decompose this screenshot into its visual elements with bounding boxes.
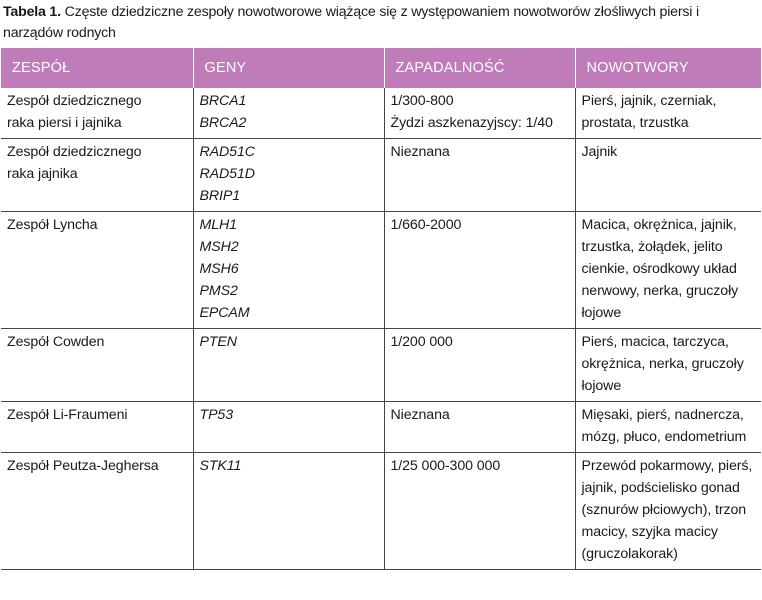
syndrome-cell: [1, 212, 193, 329]
cancers-line: trzustka, żołądek, jelito: [581, 239, 723, 255]
cancers-line: łojowe: [581, 305, 622, 321]
cancers-line: macicy, szyjka macicy: [581, 524, 718, 540]
cancers-line: jajnik, podścielisko gonad: [581, 480, 740, 496]
incidence-line: 1/200 000: [390, 334, 453, 350]
table-row: [1, 453, 761, 570]
syndrome-line: Zespół Peutza-Jeghersa: [7, 458, 159, 474]
genes-line: MSH2: [199, 239, 239, 255]
table-body: [1, 88, 761, 570]
syndrome-line: Zespół Lyncha: [7, 217, 98, 233]
genes-line: BRCA2: [199, 115, 247, 131]
incidence-line: 1/300-800: [390, 93, 454, 109]
cancers-cell: [575, 453, 761, 570]
cancers-line: okrężnica, nerka, gruczoły: [581, 356, 744, 372]
incidence-cell: [384, 88, 575, 139]
caption-text: Częste dziedziczne zespoły nowotworowe wiążące się z występowaniem nowotworów złośliwych piersi i narządów rodnych: [3, 4, 699, 41]
incidence-line: Nieznana: [390, 144, 450, 160]
cancers-cell: [575, 139, 761, 212]
incidence-cell: [384, 139, 575, 212]
genes-cell: [193, 402, 384, 453]
incidence-cell: [384, 402, 575, 453]
table-row: [1, 139, 761, 212]
syndromes-table: [1, 48, 761, 570]
cancers-line: Przewód pokarmowy, pierś,: [581, 458, 753, 474]
genes-line: RAD51C: [199, 144, 255, 160]
genes-line: TP53: [199, 407, 234, 423]
header-genes: GENY: [193, 48, 384, 88]
incidence-cell: [384, 453, 575, 570]
cancers-line: cienkie, ośrodkowy układ: [581, 261, 737, 277]
genes-line: PMS2: [199, 283, 238, 299]
syndrome-line: Zespół dziedzicznego: [7, 144, 142, 160]
genes-line: BRIP1: [199, 188, 241, 204]
cancers-line: prostata, trzustka: [581, 115, 689, 131]
genes-line: STK11: [199, 458, 242, 474]
syndrome-line: Zespół Cowden: [7, 334, 105, 350]
incidence-line: 1/660-2000: [390, 217, 462, 233]
genes-line: BRCA1: [199, 93, 247, 109]
cancers-line: (gruczolakorak): [581, 546, 678, 562]
syndrome-cell: [1, 453, 193, 570]
table-row: [1, 212, 761, 329]
cancers-line: Macica, okrężnica, jajnik,: [581, 217, 737, 233]
cancers-line: Mięsaki, pierś, nadnercza,: [581, 407, 744, 423]
table-header: [1, 48, 761, 88]
syndrome-cell: [1, 402, 193, 453]
cancers-cell: [575, 212, 761, 329]
header-incidence: ZAPADALNOŚĆ: [384, 48, 575, 88]
cancers-line: nerwowy, nerka, gruczoły: [581, 283, 739, 299]
table-row: [1, 88, 761, 139]
syndrome-line: raka jajnika: [7, 166, 78, 182]
cancers-line: mózg, płuco, endometrium: [581, 429, 747, 445]
cancers-line: Pierś, jajnik, czerniak,: [581, 93, 717, 109]
syndrome-line: Zespół Li-Fraumeni: [7, 407, 128, 423]
cancers-line: Pierś, macica, tarczyca,: [581, 334, 729, 350]
genes-cell: [193, 212, 384, 329]
genes-line: MLH1: [199, 217, 237, 233]
header-row: [1, 48, 761, 88]
incidence-line: Żydzi aszkenazyjscy: 1/40: [390, 115, 553, 131]
syndrome-cell: [1, 139, 193, 212]
header-syndrome: ZESPÓŁ: [1, 48, 193, 88]
syndrome-line: Zespół dziedzicznego: [7, 93, 142, 109]
cancers-cell: [575, 402, 761, 453]
incidence-line: 1/25 000-300 000: [390, 458, 501, 474]
cancers-cell: [575, 329, 761, 402]
genes-cell: [193, 139, 384, 212]
genes-line: PTEN: [199, 334, 237, 350]
table-row: [1, 329, 761, 402]
genes-cell: [193, 453, 384, 570]
caption-label: Tabela 1.: [3, 4, 61, 20]
incidence-cell: [384, 329, 575, 402]
genes-cell: [193, 329, 384, 402]
syndrome-cell: [1, 329, 193, 402]
genes-line: RAD51D: [199, 166, 255, 182]
genes-line: MSH6: [199, 261, 239, 277]
genes-cell: [193, 88, 384, 139]
incidence-cell: [384, 212, 575, 329]
syndrome-cell: [1, 88, 193, 139]
header-cancers: NOWOTWORY: [575, 48, 761, 88]
incidence-line: Nieznana: [390, 407, 450, 423]
table-caption: [3, 2, 759, 44]
cancers-line: Jajnik: [581, 144, 618, 160]
genes-line: EPCAM: [199, 305, 250, 321]
table-row: [1, 402, 761, 453]
cancers-line: (sznurów płciowych), trzon: [581, 502, 747, 518]
cancers-cell: [575, 88, 761, 139]
cancers-line: łojowe: [581, 378, 622, 394]
syndrome-line: raka piersi i jajnika: [7, 115, 122, 131]
